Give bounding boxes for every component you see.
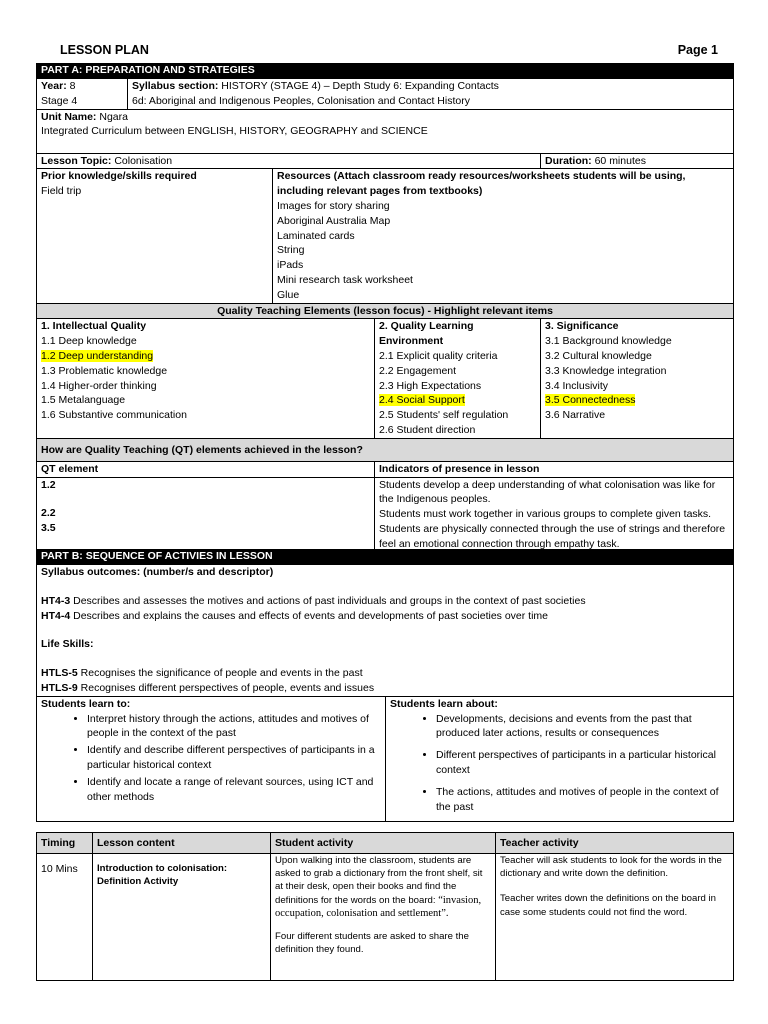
qt-element: 3.5 [41,522,56,535]
qt-question: How are Quality Teaching (QT) elements achieved in the lesson? [37,438,734,461]
syllabus-label: Syllabus section: [132,80,219,92]
part-b-table [36,549,734,822]
timing-cell: 10 Mins [37,854,93,981]
qt-col2-header: Indicators of presence in lesson [375,461,734,477]
topic-value: Colonisation [114,154,173,167]
teacher-activity-text: Teacher writes down the definitions on the board in case some students could not find the word. [500,893,716,918]
qt-indicator: Students develop a deep understanding of what colonisation was like for the Indigenous peoples. [379,478,716,506]
outcomes-row [37,565,734,697]
life-skills-label: Life Skills: [41,638,94,651]
outcome-item [41,594,729,609]
qte-item: 3.3 Knowledge integration [545,364,667,377]
outcome-code: HT4-4 [41,609,71,622]
qt-element: 2.2 [41,507,56,520]
outcomes-label: Syllabus outcomes: (number/s and descriptor) [41,566,274,578]
outcome-item [41,609,729,624]
learn-to-item: • Identify and locate a range of relevant sources, using ICT and other methods [87,775,381,805]
topic-label: Lesson Topic: [41,154,112,167]
qte-item: 1.3 Problematic knowledge [41,364,168,377]
topic-row [37,153,734,169]
resource-item: Glue [277,288,300,301]
qte-item: 1.4 Higher-order thinking [41,379,157,392]
teacher-activity-header: Teacher activity [496,833,734,854]
learn-row [37,696,734,821]
life-skill-item [41,681,729,696]
outcome-code: HT4-3 [41,594,71,607]
syllabus-subsection: 6d: Aboriginal and Indigenous Peoples, Colonisation and Contact History [132,94,470,107]
qt-indicator: Students must work together in various groups to complete given tasks. [379,508,712,521]
syllabus-value: HISTORY (STAGE 4) – Depth Study 6: Expanding Contacts [221,80,499,92]
sequence-row [37,854,734,981]
unit-description: Integrated Curriculum between ENGLISH, HISTORY, GEOGRAPHY and SCIENCE [41,125,428,138]
qt-col1-header: QT element [37,461,375,477]
learn-to-label: Students learn to: [41,697,131,710]
resource-item: Mini research task worksheet [277,273,413,286]
student-activity-header: Student activity [271,833,496,854]
qte-header: Quality Teaching Elements (lesson focus) - Highlight relevant items [37,303,734,319]
resource-item: Images for story sharing [277,199,390,212]
duration-label: Duration: [545,154,592,167]
student-activity-text: Four different students are asked to share the definition they found. [275,931,469,956]
year-row [37,79,734,110]
year-value: 8 [69,80,76,92]
qte-item: 1.5 Metalanguage [41,394,126,407]
unit-row [37,109,734,153]
qte-col1-title: 1. Intellectual Quality [41,320,147,333]
lesson-content-header: Lesson content [93,833,271,854]
qte-col2-title: 2. Quality Learning Environment [379,320,474,348]
duration-value: 60 minutes [594,154,646,167]
learn-about-item: • Developments, decisions and events from the past that produced later actions, results or consequences [436,712,729,742]
life-skill-text: Recognises different perspectives of people, events and issues [80,681,375,694]
qte-item: 3.6 Narrative [545,409,606,422]
qte-item-highlighted: 3.5 Connectedness [545,394,636,407]
qt-body-row [37,477,734,552]
qte-item: 3.1 Background knowledge [545,335,672,348]
part-b-header: PART B: SEQUENCE OF ACTIVIES IN LESSON [37,550,734,565]
life-skill-code: HTLS-5 [41,667,78,680]
unit-label: Unit Name: [41,110,97,123]
sequence-header-row [37,833,734,854]
prior-knowledge-value: Field trip [41,185,82,198]
resource-item: String [277,244,305,257]
sequence-table [36,832,734,981]
year-label: Year: [41,80,67,92]
learn-about-item: • Different perspectives of participants in a particular historical context [436,748,729,778]
learn-about-label: Students learn about: [390,697,498,710]
outcome-text: Describes and explains the causes and effects of events and developments of past societies over time [73,609,549,622]
document-header [60,43,718,61]
page-number: Page 1 [677,43,718,57]
qte-item: 2.3 High Expectations [379,379,482,392]
outcome-text: Describes and assesses the motives and actions of past individuals and groups in the context of past societies [73,594,586,607]
qte-item: 1.6 Substantive communication [41,409,187,422]
qte-item: 2.2 Engagement [379,364,457,377]
resource-item: Aboriginal Australia Map [277,214,391,227]
qte-item: 2.1 Explicit quality criteria [379,349,498,362]
learn-about-list [390,712,729,815]
qte-item-highlighted: 2.4 Social Support [379,394,465,407]
learn-to-item: • Identify and describe different perspectives of participants in a particular historical context [87,743,381,773]
resource-item: iPads [277,259,304,272]
resources-label: Resources (Attach classroom ready resources/worksheets students will be using, including relevant pages from textbooks) [277,170,686,198]
qt-header-row [37,461,734,477]
qte-item: 2.6 Student direction [379,423,476,436]
document-title: LESSON PLAN [60,43,149,57]
qte-item: 3.4 Inclusivity [545,379,609,392]
resources-row [37,169,734,303]
learn-about-item: • The actions, attitudes and motives of people in the context of the past [436,785,729,815]
teacher-activity-text: Teacher will ask students to look for the words in the dictionary and write down the definition. [500,855,722,880]
learn-to-list [41,712,381,805]
qte-item-highlighted: 1.2 Deep understanding [41,349,154,362]
student-activity-text: Upon walking into the classroom, students are asked to grab a dictionary from the front shelf, sit at their desk, open their books and find the definitions for the words on the board: [275,855,483,906]
stage-value: Stage 4 [41,94,78,107]
qte-columns-row [37,319,734,438]
student-activity-quote: “invasion, occupation, colonisation and settlement”. [275,894,482,919]
part-a-header: PART A: PREPARATION AND STRATEGIES [37,64,734,79]
qte-item: 3.2 Cultural knowledge [545,349,652,362]
unit-value: Ngara [99,110,128,123]
part-a-table [36,63,734,553]
prior-knowledge-label: Prior knowledge/skills required [41,170,197,183]
lesson-content-cell: Introduction to colonisation: Definition Activity [93,854,271,981]
life-skill-item [41,666,729,681]
life-skill-code: HTLS-9 [41,681,78,694]
qt-element: 1.2 [41,478,56,491]
qte-item: 2.5 Students' self regulation [379,409,509,422]
qte-item: 1.1 Deep knowledge [41,335,137,348]
resource-item: Laminated cards [277,229,355,242]
qt-indicator: Students are physically connected through the use of strings and therefore feel an emotional connection through empathy task. [379,522,726,550]
qte-col3-title: 3. Significance [545,320,619,333]
learn-to-item: • Interpret history through the actions, attitudes and motives of people in the context of the past [87,712,381,742]
timing-header: Timing [37,833,93,854]
life-skill-text: Recognises the significance of people and events in the past [80,667,363,680]
